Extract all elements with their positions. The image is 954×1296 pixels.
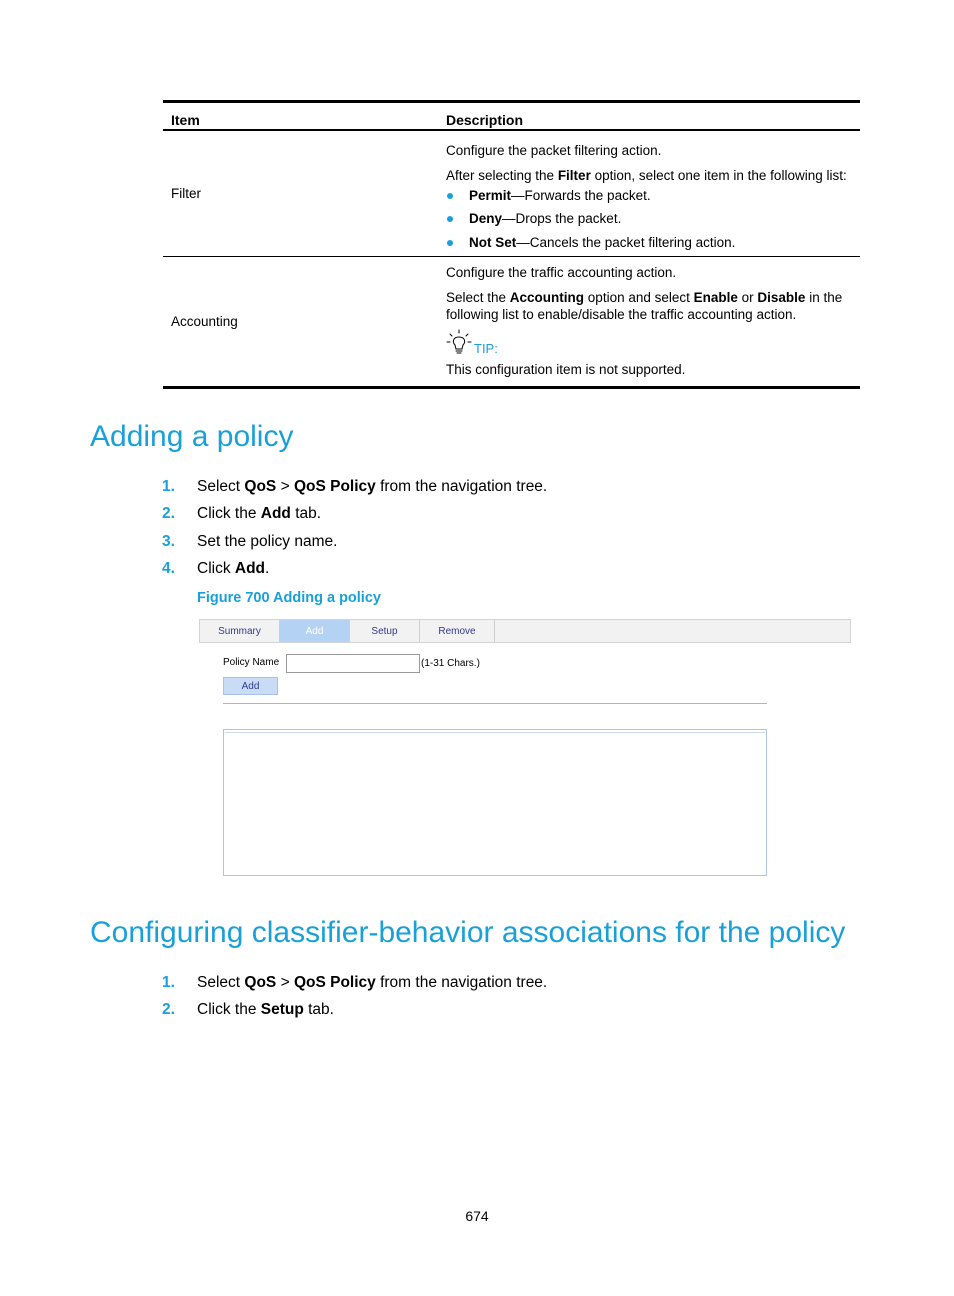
step-number: 2. — [162, 505, 175, 523]
text-bold: Disable — [757, 289, 806, 305]
text-run: option, select one item in the following list: — [590, 167, 847, 183]
desc-text: following list to enable/disable the traffic accounting action. — [446, 306, 797, 322]
section-heading-adding-policy: Adding a policy — [90, 420, 294, 453]
text-run: > — [276, 974, 294, 991]
text-run: or — [737, 289, 758, 305]
text-bold: Accounting — [509, 289, 585, 305]
text-run: > — [276, 478, 294, 495]
lightbulb-icon — [446, 329, 472, 357]
policy-list-area — [223, 729, 767, 876]
policy-name-input[interactable] — [286, 654, 420, 673]
step-number: 1. — [162, 478, 175, 495]
text-bold: QoS Policy — [293, 974, 376, 991]
text-run: tab. — [290, 505, 322, 523]
header-item: Item — [163, 102, 438, 131]
bullet-dot-icon — [447, 193, 453, 199]
parameter-table — [163, 100, 860, 389]
header-description: Description — [438, 102, 860, 131]
text-bold: Deny — [469, 211, 503, 227]
text-bold: QoS Policy — [293, 478, 376, 495]
tab-remove[interactable]: Remove — [420, 620, 495, 642]
text-bold: QoS — [244, 974, 277, 991]
text-run: in the — [805, 289, 843, 305]
table-row — [163, 257, 860, 388]
policy-name-label: Policy Name — [223, 657, 280, 668]
step-text: Set the policy name. — [197, 532, 338, 550]
page-number: 674 — [465, 1208, 489, 1224]
text-bold: Add — [260, 505, 291, 523]
table-row — [163, 130, 860, 257]
step-text — [197, 555, 269, 582]
text-run: . — [265, 559, 270, 577]
text-bold: Add — [234, 559, 266, 577]
section-heading-configuring-associations: Configuring classifier-behavior associations for the policy — [90, 916, 846, 949]
cell-item-filter: Filter — [163, 130, 438, 257]
bullet-list — [446, 184, 860, 255]
step-number: 1. — [162, 974, 175, 991]
text-bold: Filter — [557, 167, 591, 183]
list-item — [446, 207, 860, 231]
text-bold: Setup — [260, 1001, 304, 1019]
policy-name-hint: (1-31 Chars.) — [421, 658, 480, 669]
cell-description-accounting — [438, 257, 860, 388]
text-run: After selecting the — [446, 167, 558, 183]
step-text — [197, 996, 334, 1023]
tip-block — [446, 327, 860, 357]
text-run: from the navigation tree. — [375, 478, 548, 495]
text-run: Click the — [197, 1001, 261, 1019]
tip-text: This configuration item is not supported. — [446, 361, 686, 377]
text-bold: QoS — [244, 478, 277, 495]
text-run: Select — [197, 974, 245, 991]
desc-text — [446, 167, 860, 184]
step-text — [197, 500, 321, 527]
text-run: from the navigation tree. — [375, 974, 548, 991]
text-run: —Forwards the packet. — [511, 187, 651, 203]
tip-label: TIP: — [474, 340, 498, 356]
table-header-row — [163, 102, 860, 131]
bullet-dot-icon — [447, 240, 453, 246]
tab-summary[interactable]: Summary — [200, 620, 280, 642]
text-bold: Permit — [469, 187, 512, 203]
text-run: Click the — [197, 505, 261, 523]
desc-text: Configure the packet filtering action. — [446, 142, 662, 158]
text-run: Select — [197, 478, 245, 495]
desc-text: Configure the traffic accounting action. — [446, 264, 677, 280]
tab-bar — [199, 619, 851, 643]
step-text — [197, 473, 547, 500]
list-item — [446, 184, 860, 208]
text-run: —Drops the packet. — [502, 211, 622, 227]
cell-item-accounting: Accounting — [163, 257, 438, 388]
tab-add[interactable]: Add — [280, 620, 350, 642]
step-number: 2. — [162, 1001, 175, 1019]
list-box-inner-line — [225, 732, 765, 733]
text-bold: Enable — [693, 289, 738, 305]
add-button[interactable]: Add — [223, 677, 278, 695]
cell-description-filter — [438, 130, 860, 257]
text-bold: Not Set — [469, 234, 517, 250]
text-run: Click — [197, 559, 235, 577]
text-run: —Cancels the packet filtering action. — [516, 234, 736, 250]
step-text — [197, 969, 547, 996]
step-number: 3. — [162, 532, 175, 550]
divider — [223, 703, 767, 704]
figure-caption: Figure 700 Adding a policy — [197, 590, 381, 606]
text-run: option and select — [584, 289, 694, 305]
list-item — [446, 231, 860, 255]
text-run: Select the — [446, 289, 510, 305]
desc-text — [446, 289, 860, 306]
step-number: 4. — [162, 559, 175, 577]
bullet-dot-icon — [447, 216, 453, 222]
tab-setup[interactable]: Setup — [350, 620, 420, 642]
text-run: tab. — [303, 1001, 334, 1019]
